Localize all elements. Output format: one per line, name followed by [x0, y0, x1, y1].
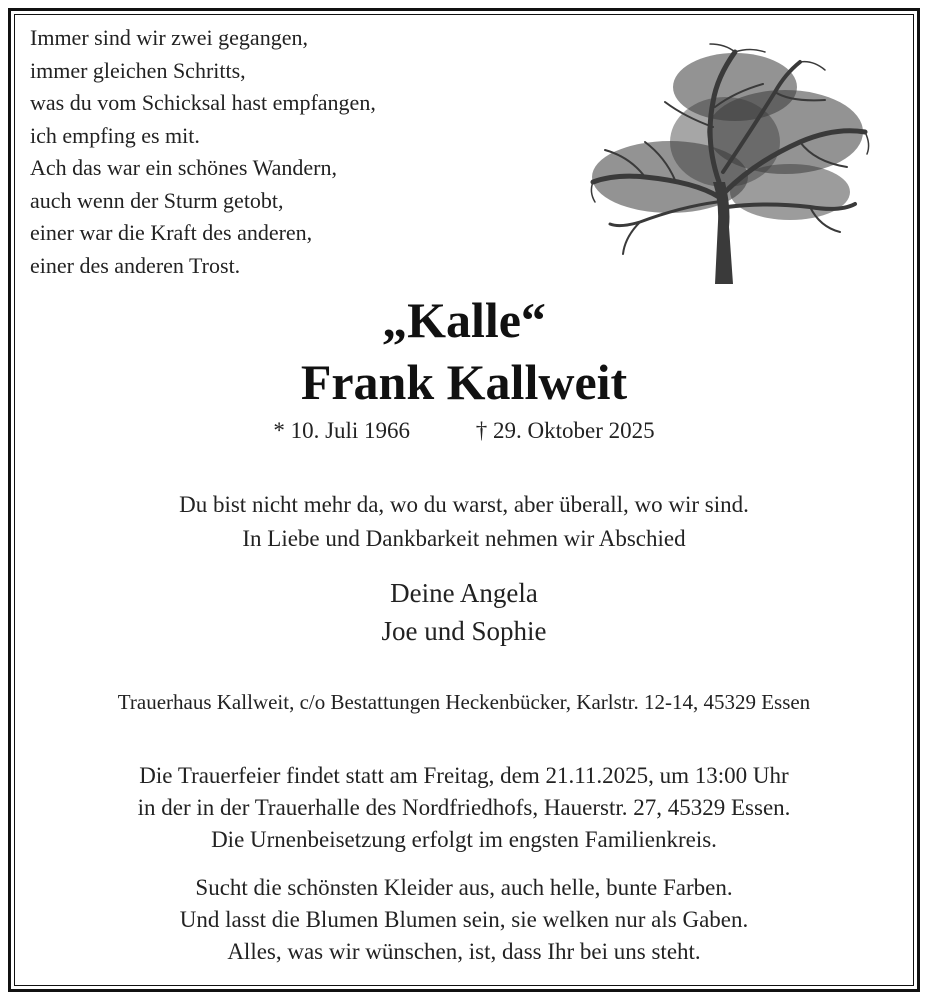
nickname: „Kalle“ [382, 292, 546, 348]
farewell-quote [14, 488, 914, 556]
poem-line: ich empfing es mit. [30, 122, 200, 148]
poem-line: einer war die Kraft des anderen, [30, 220, 313, 245]
poem-line: einer des anderen Trost. [30, 252, 241, 278]
poem-line: auch wenn der Sturm getobt, [30, 187, 284, 213]
poem [30, 22, 500, 282]
death-date: † 29. Oktober 2025 [475, 418, 655, 443]
deceased-name: Frank Kallweit [300, 354, 628, 410]
poem-line: was du vom Schicksal hast empfangen, [30, 90, 376, 115]
mourner-line: Deine Angela [390, 578, 538, 608]
wish-line: Sucht die schönsten Kleider aus, auch helle, bunte Farben. [195, 875, 733, 900]
closing-wish [14, 872, 914, 968]
wish-line: Und lasst die Blumen Blumen sein, sie welken nur als Gaben. [179, 907, 749, 932]
poem-line: Immer sind wir zwei gegangen, [30, 25, 308, 50]
poem-line: immer gleichen Schritts, [30, 57, 246, 83]
poem-line: Ach das war ein schönes Wandern, [30, 155, 337, 180]
wish-line: Alles, was wir wünschen, ist, dass Ihr bei uns steht. [227, 939, 701, 964]
life-dates [14, 414, 914, 448]
mourner-line: Joe und Sophie [381, 616, 547, 646]
service-line: in der in der Trauerhalle des Nordfriedhofs, Hauerstr. 27, 45329 Essen. [137, 795, 791, 820]
tree-icon [585, 32, 875, 287]
quote-line: Du bist nicht mehr da, wo du warst, aber überall, wo wir sind. [179, 492, 749, 517]
service-line: Die Urnenbeisetzung erfolgt im engsten Familienkreis. [211, 827, 717, 852]
mourning-address: Trauerhaus Kallweit, c/o Bestattungen Heckenbücker, Karlstr. 12-14, 45329 Essen [117, 690, 811, 714]
birth-date: * 10. Juli 1966 [273, 418, 411, 443]
funeral-service-info [14, 760, 914, 856]
mourners [14, 574, 914, 650]
quote-line: In Liebe und Dankbarkeit nehmen wir Abschied [242, 526, 686, 551]
service-line: Die Trauerfeier findet statt am Freitag, dem 21.11.2025, um 13:00 Uhr [139, 763, 789, 788]
